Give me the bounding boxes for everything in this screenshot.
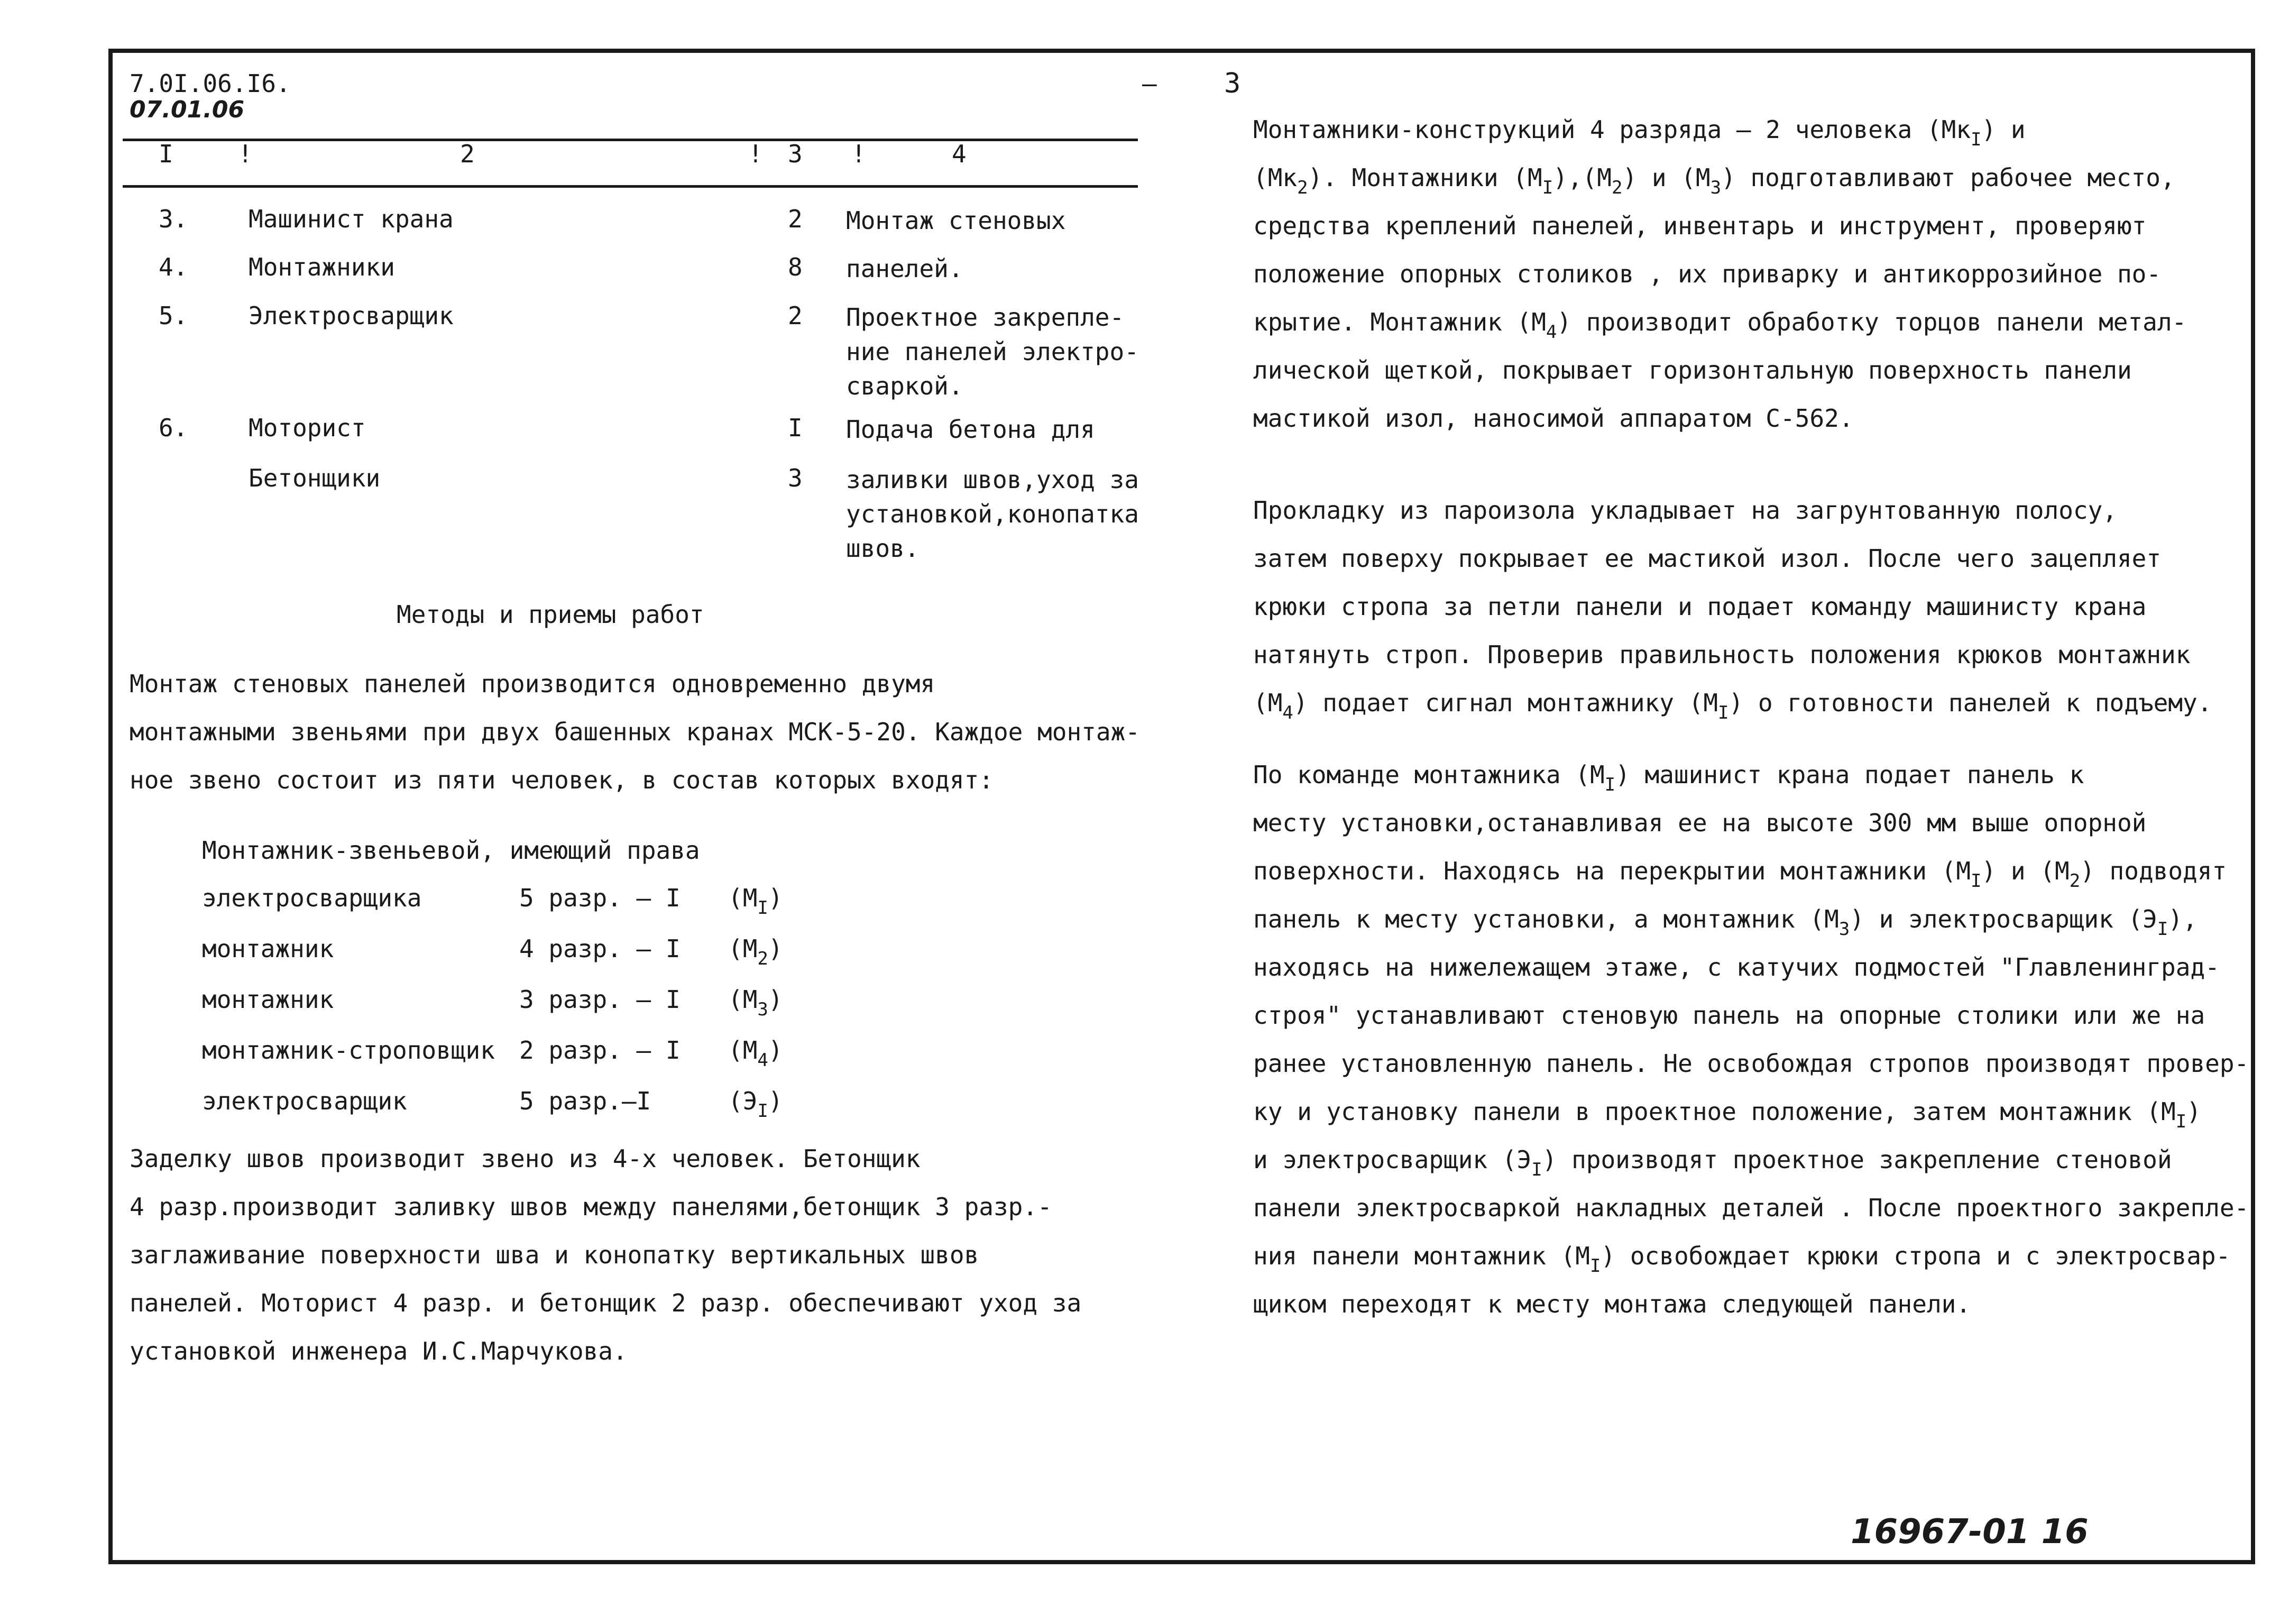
text-line: ку и установку панели в проектное положение, затем монтажник $(М_I)$ (1253, 1097, 2201, 1132)
member-role: монтажник (202, 985, 334, 1014)
header-col-3: 3 (788, 140, 803, 168)
text-line: $(Мк_2)$. Монтажники $(М_I),(М_2)$ и $(М_3)$ подготавливают рабочее место, (1253, 163, 2175, 198)
row-work: Монтаж стеновых (846, 206, 1066, 235)
member-grade: 4 разр. – I (519, 934, 681, 963)
row-name: Машинист крана (249, 205, 454, 233)
text-line: панели электросваркой накладных деталей . После проектного закрепле- (1253, 1194, 2249, 1222)
member-grade: 3 разр. – I (519, 985, 681, 1014)
text-line: и электросварщик $(Э_I)$ производят проектное закрепление стеновой (1253, 1145, 2172, 1180)
row-work: панелей. (846, 254, 963, 283)
member-code: $(М_2)$ (728, 934, 783, 969)
table-header-rule (123, 185, 1138, 188)
row-qty: 2 (788, 205, 803, 233)
text-line: Прокладку из пароизола укладывает на загрунтованную полосу, (1253, 496, 2117, 525)
right-paragraph-3 (1253, 751, 2249, 1328)
text-line: строя" устанавливают стеновую панель на опорные столики или же на (1253, 1001, 2205, 1030)
table-top-rule (123, 139, 1138, 141)
row-qty: 2 (788, 301, 803, 330)
row-work: Проектное закрепле- ние панелей электро- сваркой. (846, 303, 1139, 400)
member-role: монтажник-строповщик (202, 1036, 495, 1065)
left-paragraph-2 (130, 1135, 1081, 1375)
text-line: средства креплений панелей, инвентарь и инструмент, проверяют (1253, 212, 2147, 240)
header-col-2: 2 (460, 140, 475, 168)
row-qty: I (788, 414, 803, 442)
text-line: поверхности. Находясь на перекрытии монтажники $(М_I)$ и $(М_2)$ подводят (1253, 857, 2227, 892)
document-code: 7.0I.06.I6. (130, 69, 291, 98)
text-line: ния панели монтажник $(М_I)$ освобождает крюки стропа и с электросвар- (1253, 1242, 2231, 1277)
members-list (202, 882, 836, 1125)
member-role: электросварщика (202, 884, 422, 912)
right-paragraph-2 (1253, 487, 2212, 727)
header-col-4: 4 (952, 140, 967, 168)
text-line: натянуть строп. Проверив правильность положения крюков монтажник (1253, 640, 2191, 669)
page-dash: – (1142, 69, 1157, 98)
member-grade: 2 разр. – I (519, 1036, 681, 1065)
member-code: $(М_4)$ (728, 1036, 783, 1071)
header-sep-2: ! (748, 140, 763, 168)
text-line: ранее установленную панель. Не освобождая стропов производят провер- (1253, 1049, 2249, 1078)
row-number: 5. (159, 301, 188, 330)
row-name: Монтажники (249, 253, 395, 281)
header-col-1: I (159, 140, 173, 168)
text-line: Монтажники-конструкций 4 разряда – 2 человека $(Мк_I)$ и (1253, 115, 2026, 150)
row-number: 3. (159, 205, 188, 233)
members-intro: Монтажник-звеньевой, имеющий права (202, 836, 700, 865)
row-name: Бетонщики (249, 464, 381, 492)
text-line: установкой инженера И.С.Марчукова. (130, 1337, 628, 1365)
text-line: По команде монтажника $(М_I)$ машинист крана подает панель к (1253, 760, 2084, 795)
row-number: 4. (159, 253, 188, 281)
header-sep-3: ! (851, 140, 866, 168)
text-line: ное звено состоит из пяти человек, в состав которых входят: (130, 766, 994, 794)
header-sep-1: ! (238, 140, 253, 168)
left-paragraph-1 (130, 660, 1140, 804)
text-line: Монтаж стеновых панелей производится одновременно двумя (130, 669, 935, 698)
member-code: $(М_3)$ (728, 985, 783, 1020)
page-number: 3 (1224, 68, 1241, 99)
text-line: крытие. Монтажник $(М_4)$ производит обработку торцов панели метал- (1253, 308, 2187, 343)
text-line: $(М_4)$ подает сигнал монтажнику $(М_I)$ о готовности панелей к подъему. (1253, 689, 2212, 723)
text-line: находясь на нижележащем этаже, с катучих подмостей "Главленинград- (1253, 953, 2220, 981)
text-line: мастикой изол, наносимой аппаратом С-562. (1253, 404, 1854, 433)
member-role: электросварщик (202, 1087, 407, 1115)
text-line: панель к месту установки, а монтажник $(М_3)$ и электросварщик $(Э_I)$, (1253, 905, 2198, 940)
text-line: Заделку швов производит звено из 4-х человек. Бетонщик (130, 1144, 921, 1173)
section-title: Методы и приемы работ (397, 600, 704, 629)
text-line: положение опорных столиков , их приварку и антикоррозийное по- (1253, 260, 2162, 288)
row-number: 6. (159, 414, 188, 442)
text-line: заглаживание поверхности шва и конопатку вертикальных швов (130, 1241, 979, 1269)
row-qty: 8 (788, 253, 803, 281)
stamp-number: 16967-01 16 (1851, 1512, 2089, 1552)
text-line: 4 разр.производит заливку швов между панелями,бетонщик 3 разр.- (130, 1192, 1052, 1221)
right-paragraph-1 (1253, 106, 2186, 443)
document-code-handwritten: 07.01.06 (130, 96, 245, 123)
row-name: Моторист (249, 414, 366, 442)
row-work: Подача бетона для (846, 415, 1095, 444)
member-grade: 5 разр.–I (519, 1087, 651, 1115)
row-qty: 3 (788, 464, 803, 492)
member-grade: 5 разр. – I (519, 884, 681, 912)
member-code: $(М_I)$ (728, 884, 783, 919)
text-line: панелей. Моторист 4 разр. и бетонщик 2 разр. обеспечивают уход за (130, 1289, 1082, 1317)
row-name: Электросварщик (249, 301, 454, 330)
member-code: $(Э_I)$ (728, 1087, 783, 1122)
text-line: лической щеткой, покрывает горизонтальную поверхность панели (1253, 356, 2132, 384)
text-line: щиком переходят к месту монтажа следующей панели. (1253, 1290, 1971, 1318)
member-role: монтажник (202, 934, 334, 963)
text-line: затем поверху покрывает ее мастикой изол. После чего зацепляет (1253, 544, 2162, 573)
row-work: заливки швов,уход за установкой,конопатка швов. (846, 465, 1139, 563)
text-line: монтажными звеньями при двух башенных кранах МСК-5-20. Каждое монтаж- (130, 718, 1140, 746)
text-line: крюки стропа за петли панели и подает команду машинисту крана (1253, 592, 2147, 621)
text-line: месту установки,останавливая ее на высоте 300 мм выше опорной (1253, 809, 2147, 837)
